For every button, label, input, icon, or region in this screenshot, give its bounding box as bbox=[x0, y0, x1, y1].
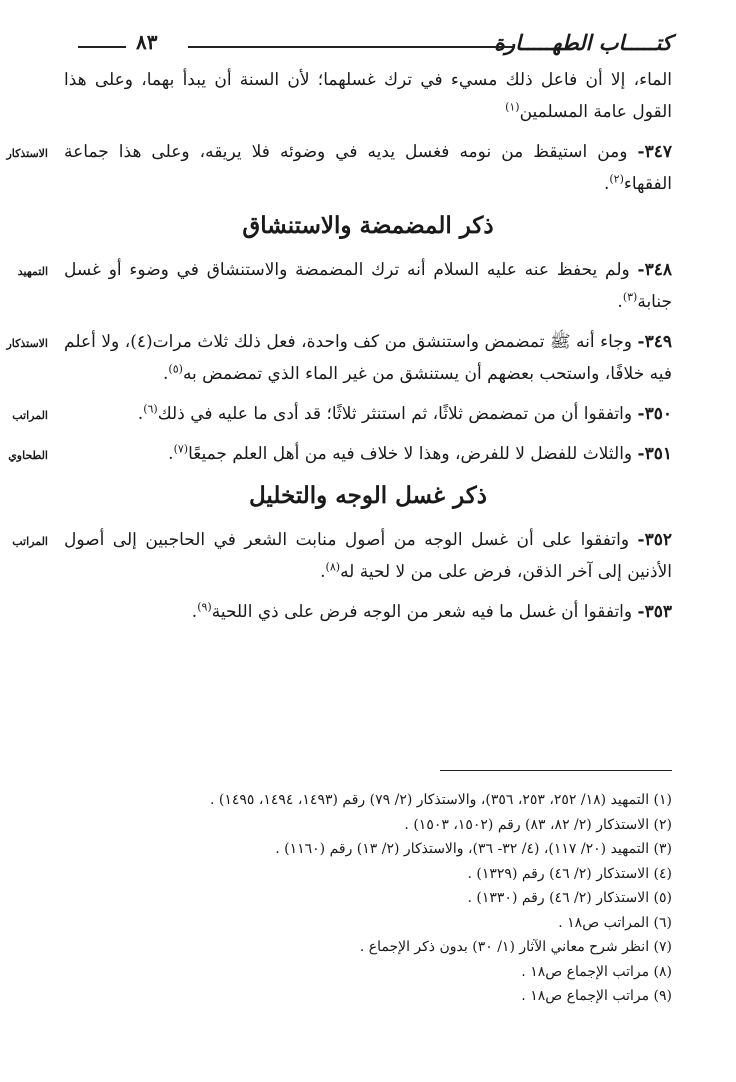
margin-source-label: الطحاوي bbox=[8, 449, 48, 462]
footnote: (٣) التمهيد (٢٠/ ١١٧)، (٤/ ٣٢- ٣٦)، والاستذكار (٢/ ١٣) رقم (١١٦٠) . bbox=[275, 841, 672, 857]
paragraph-text: واتفقوا أن غسل ما فيه شعر من الوجه فرض على ذي اللحية bbox=[211, 602, 633, 622]
footnote-marker: (٦) bbox=[143, 402, 158, 416]
footnote: (٤) الاستذكار (٢/ ٤٦) رقم (١٣٢٩) . bbox=[467, 865, 672, 882]
footnote: (١) التمهيد (١٨/ ٢٥٢، ٢٥٣، ٣٥٦)، والاستذكار (٢/ ٧٩) رقم (١٤٩٣، ١٤٩٤، ١٤٩٥) . bbox=[209, 792, 672, 808]
margin-source-label: التمهيد bbox=[17, 265, 48, 278]
footnote: (٦) المراتب ص١٨ . bbox=[558, 914, 672, 931]
paragraph-number: ٣٤٧- bbox=[637, 142, 673, 162]
paragraph-end: . bbox=[617, 292, 623, 312]
page-number: ٨٣ bbox=[136, 30, 158, 54]
paragraph bbox=[8, 438, 672, 470]
paragraph-number: ٣٥١- bbox=[637, 444, 672, 464]
footnote-marker: (٩) bbox=[197, 600, 212, 614]
margin-source-label: الاستذكار bbox=[6, 147, 48, 160]
footnote: (٥) الاستذكار (٢/ ٤٦) رقم (١٣٣٠) . bbox=[467, 890, 672, 906]
footnote: (٧) انظر شرح معاني الآثار (١/ ٣٠) بدون ذكر الإجماع . bbox=[359, 939, 672, 955]
footnote-marker: (٨) bbox=[325, 560, 341, 574]
paragraph-text: ولم يحفظ عنه عليه السلام أنه ترك المضمضة والاستنشاق في وضوء أو غسل جنابة bbox=[64, 260, 672, 312]
section-heading: ذكر المضمضة والاستنشاق bbox=[242, 212, 494, 239]
footnote-marker: (٧) bbox=[173, 442, 189, 456]
paragraph-text: والثلاث للفضل لا للفرض، وهذا لا خلاف فيه من أهل العلم جميعًا bbox=[188, 444, 633, 464]
paragraph-end: . bbox=[137, 404, 144, 424]
paragraph bbox=[17, 254, 672, 318]
header-rule-short bbox=[78, 46, 126, 48]
paragraph-end: . bbox=[168, 444, 174, 464]
footnote-separator bbox=[440, 770, 672, 771]
paragraph-number: ٣٤٩- bbox=[637, 332, 673, 352]
footnote-marker: (١) bbox=[505, 100, 520, 114]
paragraph bbox=[6, 136, 673, 200]
paragraph-end: . bbox=[163, 364, 169, 384]
paragraph bbox=[12, 524, 673, 588]
footnote: (٢) الاستذكار (٢/ ٨٢، ٨٣) رقم (١٥٠٢، ١٥٠٣) . bbox=[404, 816, 672, 833]
margin-source-label: المراتب bbox=[12, 535, 48, 548]
paragraph bbox=[64, 64, 672, 128]
section-heading: ذكر غسل الوجه والتخليل bbox=[249, 482, 487, 509]
paragraph-end: . bbox=[191, 602, 198, 622]
footnote-marker: (٣) bbox=[622, 290, 638, 304]
paragraph bbox=[6, 326, 673, 390]
paragraph-end: . bbox=[320, 562, 326, 582]
page-body bbox=[6, 64, 673, 636]
paragraph-number: ٣٥٢- bbox=[637, 530, 673, 550]
footnote: (٩) مراتب الإجماع ص١٨ . bbox=[521, 988, 672, 1004]
footnotes bbox=[64, 788, 672, 1009]
footnote-marker: (٢) bbox=[609, 172, 624, 186]
paragraph-text: الماء، إلا أن فاعل ذلك مسيء في ترك غسلهما؛ لأن السنة أن يبدأ بهما، وعلى هذا القول عامة المسلمين bbox=[64, 70, 672, 122]
paragraph-text: واتفقوا أن من تمضمض ثلاثًا، ثم استنثر ثلاثًا؛ قد أدى ما عليه في ذلك bbox=[157, 404, 633, 424]
margin-source-label: المراتب bbox=[12, 409, 48, 422]
paragraph-text: ومن استيقظ من نومه فغسل يديه في وضوئه فلا يريقه، وعلى هذا جماعة الفقهاء bbox=[64, 142, 672, 194]
paragraph bbox=[12, 398, 672, 430]
footnote: (٨) مراتب الإجماع ص١٨ . bbox=[521, 963, 672, 980]
paragraph-text: واتفقوا على أن غسل الوجه من أصول منابت الشعر في الحاجبين إلى أصول الأذنين إلى آخر الذقن، فرض على من لا لحية له bbox=[64, 530, 672, 582]
header-title: كتـــــاب الطهـــــارة bbox=[493, 30, 672, 55]
paragraph-number: ٣٤٨- bbox=[637, 260, 672, 280]
footnote-marker: (٥) bbox=[168, 362, 183, 376]
paragraph-end: . bbox=[603, 174, 610, 194]
paragraph-number: ٣٥٠- bbox=[637, 404, 672, 424]
margin-source-label: الاستذكار bbox=[6, 337, 48, 350]
running-header bbox=[78, 30, 672, 58]
paragraph-number: ٣٥٣- bbox=[637, 602, 672, 622]
header-rule bbox=[188, 46, 513, 48]
paragraph bbox=[64, 596, 672, 628]
paragraph-text: وجاء أنه ﷺ تمضمض واستنشق من كف واحدة، فعل ذلك ثلاث مرات(٤)، ولا أعلم فيه خلافًا، واستحب بعضهم أن يستنشق من غير الماء الذي تمضمض به bbox=[64, 332, 672, 384]
